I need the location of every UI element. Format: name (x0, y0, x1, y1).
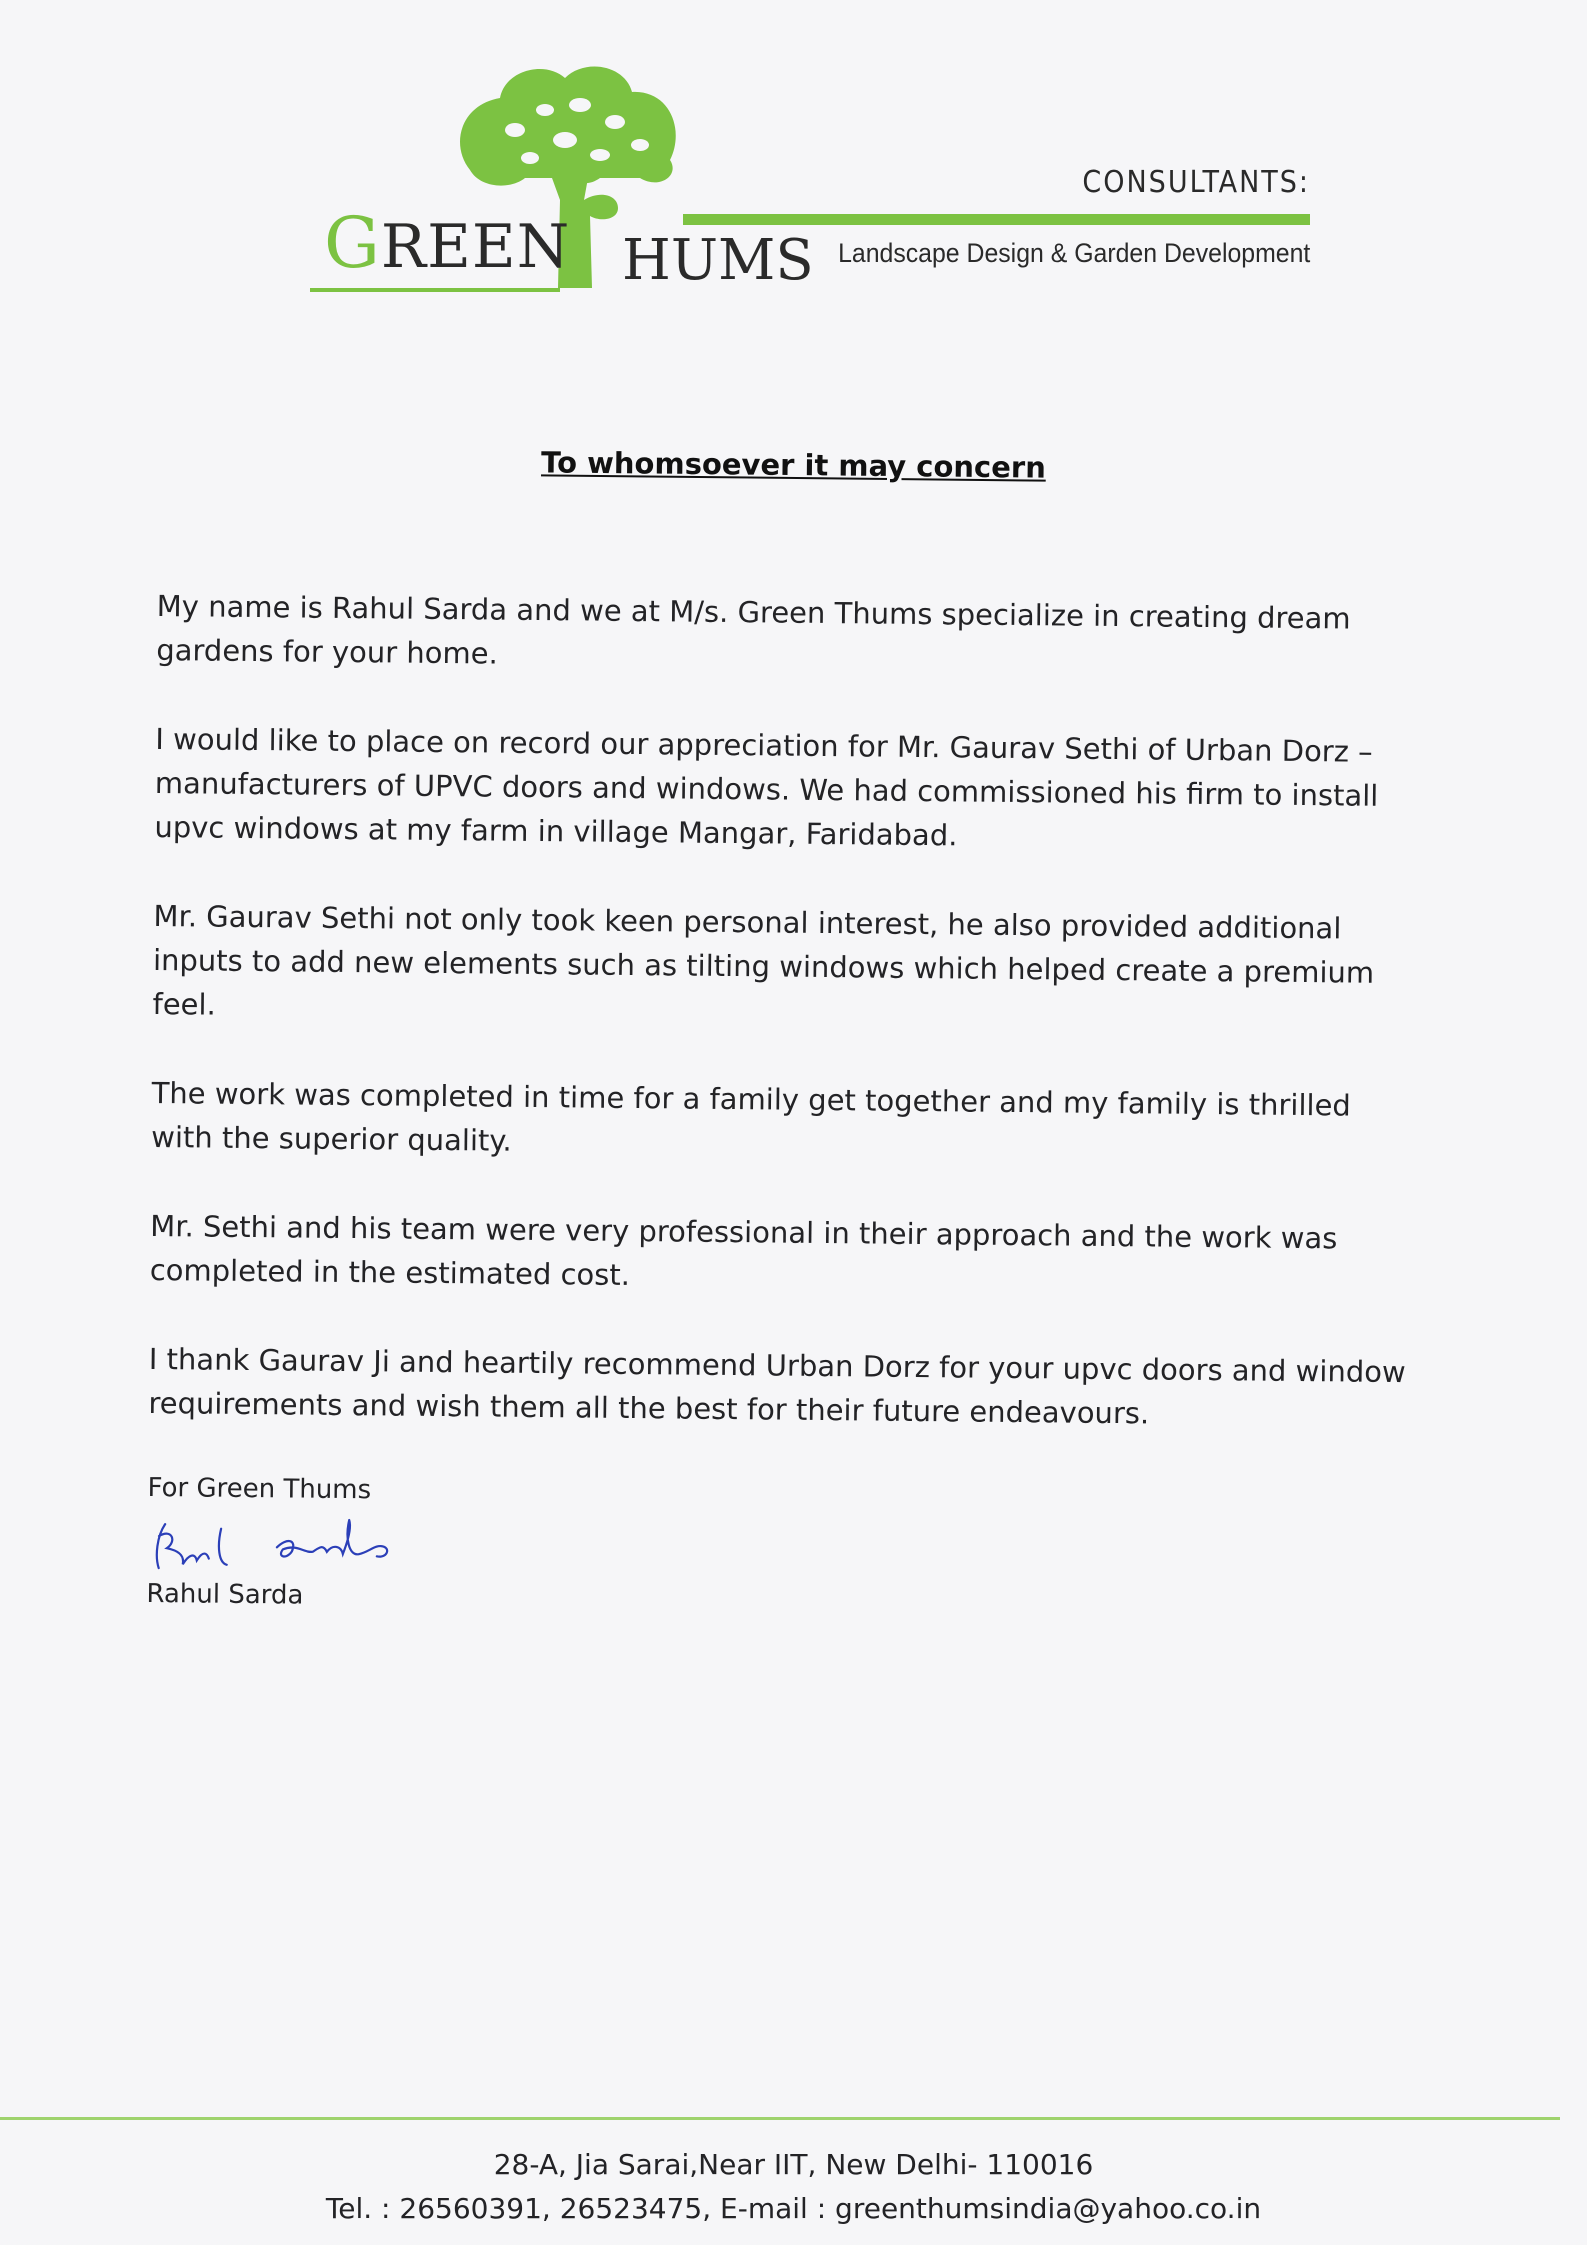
signature-block (146, 1470, 1407, 1625)
footer-address: 28-A, Jia Sarai,Near IIT, New Delhi- 110016 (493, 2148, 1094, 2181)
handwritten-signature (137, 1506, 458, 1579)
logo-wordmark-hums: HUMS (622, 228, 814, 293)
paragraph-2: I would like to place on record our appreciation for Mr. Gaurav Sethi of Urban Dorz – manufacturers of UPVC doors and windows. We had commissioned his firm to install upvc windows at my farm in village Mangar, Faridabad. (154, 721, 1379, 853)
closing-line: For Green Thums (147, 1472, 372, 1506)
green-thums-logo (300, 50, 820, 310)
footer-contact: Tel. : 26560391, 26523475, E-mail : greenthumsindia@yahoo.co.in (325, 2192, 1262, 2225)
logo-wordmark-green: GREEN (324, 202, 571, 284)
paragraph-4: The work was completed in time for a family get together and my family is thrilled with the superior quality. (151, 1075, 1351, 1158)
letter-heading: To whomsoever it may concern (540, 445, 1047, 485)
company-tagline: Landscape Design & Garden Development (837, 238, 1310, 268)
consultants-label: CONSULTANTS: (1082, 165, 1310, 200)
paragraph-3: Mr. Gaurav Sethi not only took keen personal interest, he also provided additional inputs to add new elements such as tilting windows which helped create a premium feel. (152, 898, 1375, 1022)
header-green-rule (683, 214, 1310, 225)
signatory-name: Rahul Sarda (146, 1578, 304, 1611)
footer-green-rule (0, 2117, 1560, 2120)
paragraph-5: Mr. Sethi and his team were very professional in their approach and the work was completed in the estimated cost. (149, 1208, 1338, 1292)
paragraph-6: I thank Gaurav Ji and heartily recommend Urban Dorz for your upvc doors and window requirements and wish them all the best for their future endeavours. (148, 1341, 1406, 1431)
paragraph-1: My name is Rahul Sarda and we at M/s. Green Thums specialize in creating dream gardens for your home. (156, 588, 1351, 671)
letter-body (146, 584, 1417, 1625)
